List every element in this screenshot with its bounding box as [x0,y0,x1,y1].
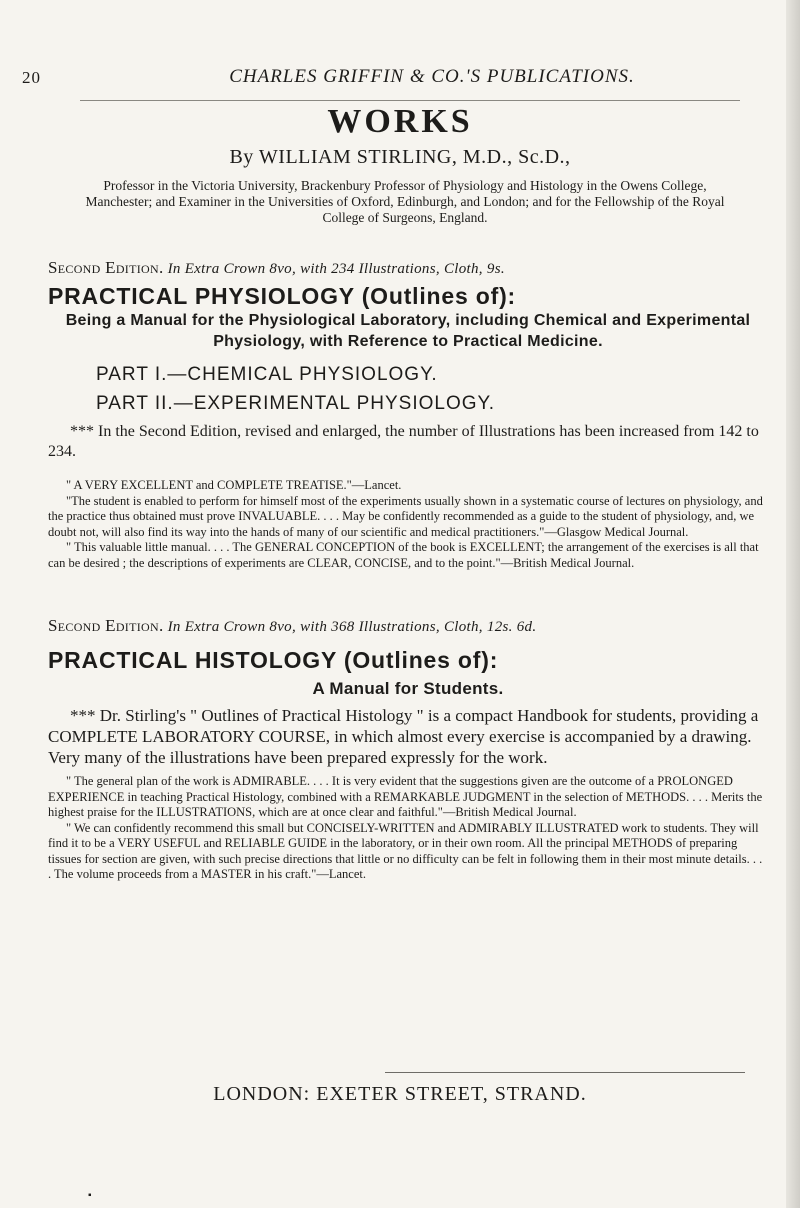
page-number: 20 [22,68,41,87]
running-head: CHARLES GRIFFIN & CO.'S PUBLICATIONS. [229,66,635,87]
works-title: WORKS [327,103,473,140]
page-header [22,68,742,98]
author-bio: Professor in the Victoria University, Brackenbury Professor of Physiology and Histology in the Owens College, Manchester; and Examiner in the Universities of Oxford, Edinburgh, and London; and for the Fellowship of the Royal College of Surgeons, England. [85,178,725,225]
book-subtitle: A Manual for Students. [312,679,504,698]
author-byline: By WILLIAM STIRLING, M.D., Sc.D., [229,146,571,168]
book-practical-histology [48,616,768,883]
page-edge-shadow [786,0,800,1208]
edition-note: *** In the Second Edition, revised and enlarged, the number of Illustrations has been increased from 142 to 234. [48,423,759,460]
book-title: PRACTICAL HISTOLOGY (Outlines of): [48,647,499,673]
book-subtitle: Being a Manual for the Physiological Laboratory, including Chemical and Experimental Physiology, with Reference to Practical Medicine. [65,312,751,350]
review-bmj: " This valuable little manual. . . . The GENERAL CONCEPTION of the book is EXCELLENT; the arrangement of the exercises is all that can be desired ; the descriptions of experiments are CLEAR, CONCISE, and to the point."—British Medical Journal. [48,540,759,570]
publisher-imprint: LONDON: EXETER STREET, STRAND. [213,1083,587,1105]
edition-details: In Extra Crown 8vo, with 368 Illustrations, Cloth, 12s. 6d. [167,619,537,635]
review-lancet: " A VERY EXCELLENT and COMPLETE TREATISE."—Lancet. [66,478,402,492]
book-description: *** Dr. Stirling's " Outlines of Practical Histology " is a compact Handbook for students, providing a COMPLETE LABORATORY COURSE, in which almost every exercise is accompanied by a drawing. Very many of the illustrations have been prepared expressly for the work. [48,706,759,767]
edition-label: Second Edition. [48,616,164,635]
review-lancet: " We can confidently recommend this small but CONCISELY-WRITTEN and ADMIRABLY ILLUSTRATED work to students. They will find it to be a VERY USEFUL and RELIABLE GUIDE in the laboratory, or in their own room. All the principal METHODS of preparing tissues for section are given, with such precise directions that little or no difficulty can be felt in following them in their most minute details. . . . The volume proceeds from a MASTER in his craft."—Lancet. [48,820,763,881]
part-two: PART II.—EXPERIMENTAL PHYSIOLOGY. [96,393,496,414]
edition-line [48,258,768,279]
printer-mark: ▪ [88,1190,92,1201]
part-one: PART I.—CHEMICAL PHYSIOLOGY. [96,364,438,385]
edition-line [48,616,768,637]
review-bmj: " The general plan of the work is ADMIRABLE. . . . It is very evident that the suggestions given are the outcome of a PROLONGED EXPERIENCE in teaching Practical Histology, combined with a REMARKABLE JUDGMENT in the selection of METHODS. . . . Merits the highest praise for the ILLUSTRATIONS, which are at once clear and faithful."—British Medical Journal. [48,774,763,819]
closing-rule [385,1072,745,1073]
book-practical-physiology [48,258,768,571]
header-rule [80,100,740,101]
review-glasgow: "The student is enabled to perform for himself most of the experiments usually shown in a systematic course of lectures on physiology, and the practice thus obtained must prove INVALUABLE. . . . May be confidently recommended as a guide to the student of physiology, and, we doubt not, will also find its way into the hands of many of our scientific and medical practitioners."—Glasgow Medical Journal. [48,493,763,539]
edition-details: In Extra Crown 8vo, with 234 Illustrations, Cloth, 9s. [167,261,505,277]
edition-label: Second Edition. [48,258,164,277]
book-title: PRACTICAL PHYSIOLOGY (Outlines of): [48,283,516,309]
